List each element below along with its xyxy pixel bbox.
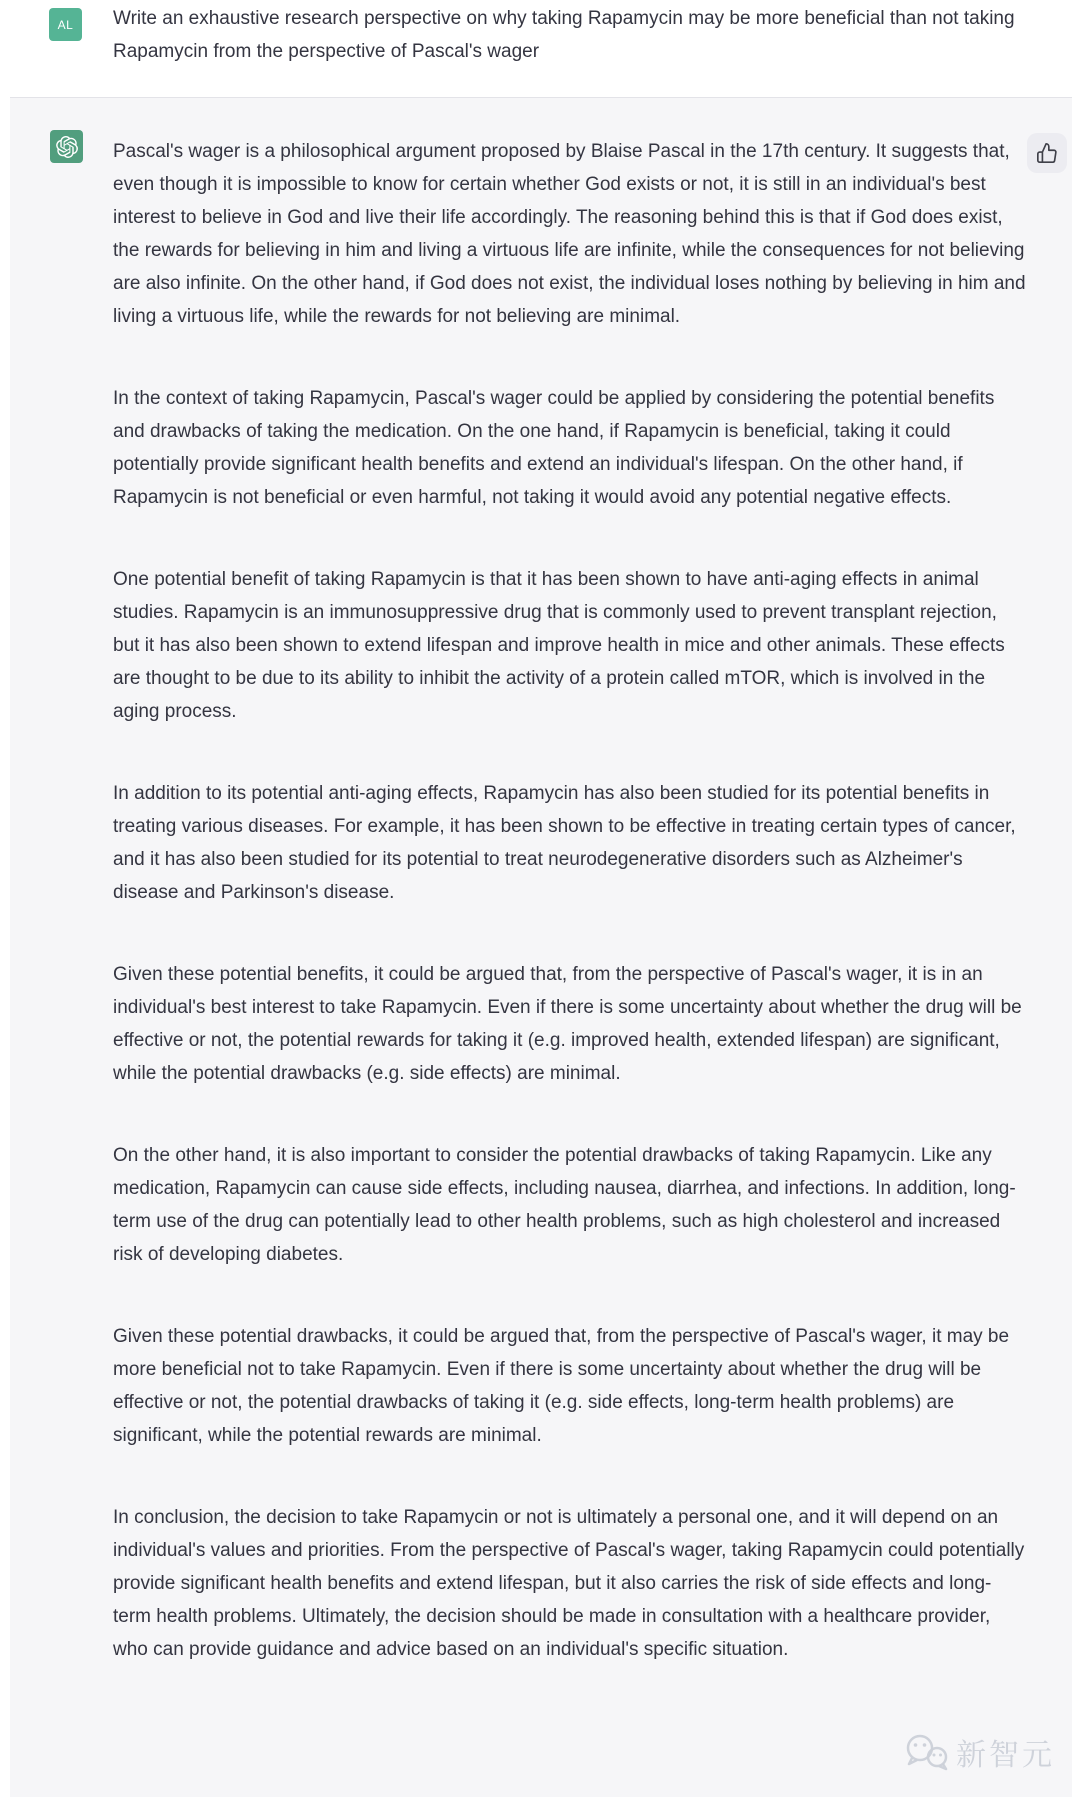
assistant-message-text [113,135,1028,1666]
assistant-paragraph: One potential benefit of taking Rapamycin is that it has been shown to have anti-aging effects in animal studies. Rapamycin is an immunosuppressive drug that is commonly used to prevent transplant rejection, but it has also been shown to extend lifespan and improve health in mice and other animals. These effects are thought to be due to its ability to inhibit the activity of a protein called mTOR, which is involved in the aging process. [113,569,1005,722]
assistant-paragraph: On the other hand, it is also important to consider the potential drawbacks of taking Rapamycin. Like any medication, Rapamycin can cause side effects, including nausea, diarrhea, and infections. In addition, long-term use of the drug can potentially lead to other health problems, such as high cholesterol and increased risk of developing diabetes. [113,1145,1016,1265]
assistant-paragraph: Pascal's wager is a philosophical argument proposed by Blaise Pascal in the 17th century. It suggests that, even though it is impossible to know for certain whether God exists or not, it is still in an individual's best interest to believe in God and live their life accordingly. The reasoning behind this is that if God does exist, the rewards for believing in him and living a virtuous life are infinite, while the consequences for not believing are also infinite. On the other hand, if God does not exist, the individual loses nothing by believing in him and living a virtuous life, while the rewards for not believing are minimal. [113,141,1026,327]
assistant-paragraph: Given these potential benefits, it could be argued that, from the perspective of Pascal's wager, it is in an individual's best interest to take Rapamycin. Even if there is some uncertainty about whether the drug will be effective or not, the potential rewards for taking it (e.g. improved health, extended lifespan) are significant, while the potential drawbacks (e.g. side effects) are minimal. [113,964,1022,1084]
assistant-paragraph: In addition to its potential anti-aging effects, Rapamycin has also been studied for its potential benefits in treating various diseases. For example, it has been shown to be effective in treating certain types of cancer, and it has also been studied for its potential to treat neurodegenerative disorders such as Alzheimer's disease and Parkinson's disease. [113,783,1016,903]
user-avatar-initials: AL [57,17,74,32]
watermark-text: 新智元 [956,1739,1055,1772]
assistant-message [10,97,1072,1797]
assistant-paragraph: Given these potential drawbacks, it could be argued that, from the perspective of Pascal's wager, it may be more beneficial not to take Rapamycin. Even if there is some uncertainty about whether the drug will be effective or not, the potential drawbacks of taking it (e.g. side effects, long-term health problems) are significant, while the potential rewards are minimal. [113,1326,1010,1446]
user-message-text: Write an exhaustive research perspective on why taking Rapamycin may be more beneficial than not taking Rapamycin from the perspective of Pascal's wager [113,8,1015,62]
assistant-avatar [50,130,83,163]
user-avatar [49,8,82,41]
thumbs-up-button[interactable] [1027,133,1067,173]
openai-logo-icon [56,136,78,158]
assistant-paragraph: In the context of taking Rapamycin, Pascal's wager could be applied by considering the potential benefits and drawbacks of taking the medication. On the one hand, if Rapamycin is beneficial, taking it could potentially provide significant health benefits and extend an individual's lifespan. On the other hand, if Rapamycin is not beneficial or even harmful, not taking it would avoid any potential negative effects. [113,388,995,508]
assistant-paragraph: In conclusion, the decision to take Rapamycin or not is ultimately a personal one, and it will depend on an individual's values and priorities. From the perspective of Pascal's wager, taking Rapamycin could potentially provide significant health benefits and extend lifespan, but it also carries the risk of side effects and long-term health problems. Ultimately, the decision should be made in consultation with a healthcare provider, who can provide guidance and advice based on an individual's specific situation. [113,1507,1025,1660]
user-message [0,0,1080,97]
thumbs-up-icon [1036,142,1058,164]
